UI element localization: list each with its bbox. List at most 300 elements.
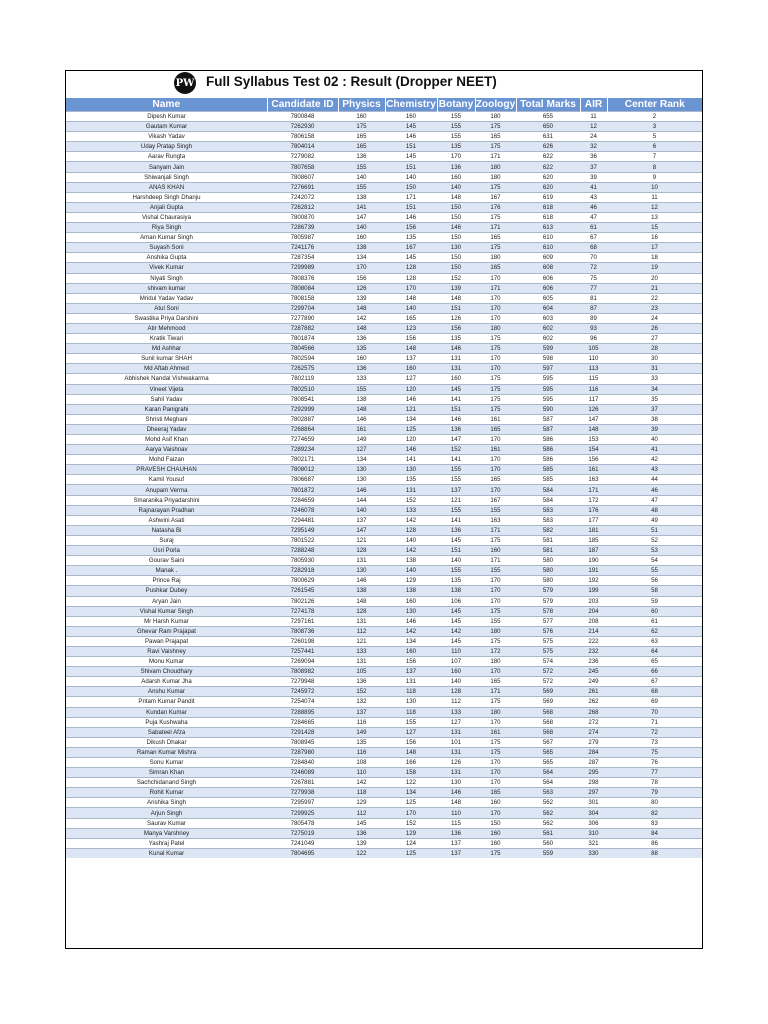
table-cell: 606 [516,273,580,283]
table-cell: 148 [437,293,475,303]
table-cell: Gourav Saini [66,556,267,566]
table-cell: 578 [516,606,580,616]
table-cell: 141 [437,455,475,465]
table-cell: 602 [516,334,580,344]
table-cell: 176 [475,202,516,212]
table-cell: 170 [475,485,516,495]
table-cell: 147 [338,525,385,535]
table-cell: 136 [338,334,385,344]
table-row [66,566,702,576]
table-cell: 105 [338,667,385,677]
table-cell: 154 [580,445,607,455]
table-cell: 41 [580,182,607,192]
table-cell: 274 [580,727,607,737]
table-cell: 131 [437,768,475,778]
table-cell: 595 [516,374,580,384]
table-cell: 160 [475,798,516,808]
table-row [66,747,702,757]
table-cell: 7241049 [267,838,338,848]
table-cell: 185 [580,535,607,545]
table-cell: 138 [338,192,385,202]
table-row [66,152,702,162]
table-cell: 167 [475,495,516,505]
table-cell: 137 [338,515,385,525]
table-cell: 151 [385,202,437,212]
table-cell: 165 [475,475,516,485]
table-cell: 60 [607,606,702,616]
table-cell: 584 [516,485,580,495]
table-cell: 170 [475,293,516,303]
table-cell: 24 [580,132,607,142]
table-cell: 170 [475,758,516,768]
table-cell: 69 [607,697,702,707]
table-cell: 569 [516,687,580,697]
table-cell: 145 [437,636,475,646]
table-cell: 126 [437,313,475,323]
results-table [66,98,702,858]
table-cell: 170 [475,354,516,364]
table-cell: 140 [437,677,475,687]
table-cell: shivam kumar [66,283,267,293]
table-row [66,586,702,596]
table-cell: 110 [437,646,475,656]
table-cell: 579 [516,586,580,596]
table-cell: 7246078 [267,505,338,515]
table-cell: 160 [385,646,437,656]
table-cell: 7262930 [267,122,338,132]
table-row [66,303,702,313]
table-cell: 148 [338,303,385,313]
table-row [66,687,702,697]
table-cell: 152 [437,273,475,283]
table-body [66,112,702,858]
table-cell: 7807658 [267,162,338,172]
table-cell: 12 [580,122,607,132]
table-cell: Rajnarayan Pradhan [66,505,267,515]
table-cell: 140 [338,223,385,233]
table-cell: 626 [516,142,580,152]
table-cell: 236 [580,657,607,667]
table-cell: 12 [607,202,702,212]
table-cell: Rohit Kumar [66,788,267,798]
table-cell: 7800629 [267,576,338,586]
table-cell: 130 [338,465,385,475]
table-cell: 631 [516,132,580,142]
table-cell: 190 [580,556,607,566]
table-cell: 145 [385,253,437,263]
table-cell: Md Aftab Ahmed [66,364,267,374]
table-cell: 134 [338,253,385,263]
table-row [66,233,702,243]
table-cell: 568 [516,717,580,727]
table-cell: Kamil Yousuf [66,475,267,485]
table-cell: 65 [607,657,702,667]
table-cell: Smaranika Priyadarshini [66,495,267,505]
table-cell: 106 [437,596,475,606]
table-cell: 47 [607,495,702,505]
table-row [66,667,702,677]
table-cell: 19 [607,263,702,273]
table-cell: 587 [516,424,580,434]
table-cell: Puja Kushwaha [66,717,267,727]
table-cell: 138 [385,556,437,566]
table-cell: 175 [475,848,516,858]
table-cell: Prince Raj [66,576,267,586]
table-cell: 127 [338,445,385,455]
table-cell: 40 [607,435,702,445]
table-row [66,404,702,414]
table-cell: 8 [607,162,702,172]
table-cell: 13 [607,212,702,222]
table-cell: 151 [437,404,475,414]
table-cell: 129 [385,828,437,838]
table-cell: 160 [385,364,437,374]
table-row [66,344,702,354]
table-cell: 128 [385,525,437,535]
table-cell: 618 [516,212,580,222]
table-cell: Vishal Chaurasiya [66,212,267,222]
table-cell: 146 [385,616,437,626]
table-cell: 145 [437,535,475,545]
table-cell: 127 [385,727,437,737]
table-cell: 88 [607,848,702,858]
table-cell: 127 [437,717,475,727]
table-cell: 11 [607,192,702,202]
table-cell: 118 [338,788,385,798]
table-cell: 170 [475,596,516,606]
table-row [66,556,702,566]
table-cell: Vineet Vijeta [66,384,267,394]
table-cell: 175 [475,636,516,646]
table-cell: 608 [516,263,580,273]
table-cell: 131 [338,556,385,566]
table-cell: 17 [607,243,702,253]
table-cell: 137 [385,354,437,364]
table-row [66,495,702,505]
table-cell: 7294481 [267,515,338,525]
table-cell: 618 [516,202,580,212]
table-row [66,798,702,808]
table-row [66,707,702,717]
table-cell: 27 [607,334,702,344]
table-cell: 137 [338,707,385,717]
table-cell: 191 [580,566,607,576]
table-cell: 165 [385,313,437,323]
table-cell: 148 [338,323,385,333]
table-cell: 279 [580,737,607,747]
table-cell: 7808982 [267,667,338,677]
table-cell: 142 [437,626,475,636]
table-cell: 135 [385,233,437,243]
table-row [66,808,702,818]
table-cell: 7801522 [267,535,338,545]
table-row [66,475,702,485]
table-cell: 7268864 [267,424,338,434]
table-cell: 84 [607,828,702,838]
table-cell: 310 [580,828,607,838]
table-cell: 7279948 [267,677,338,687]
table-cell: 140 [338,172,385,182]
table-cell: 135 [437,576,475,586]
table-cell: 139 [437,283,475,293]
table-cell: 126 [338,283,385,293]
table-cell: Sanyam Jain [66,162,267,172]
table-cell: 156 [385,737,437,747]
table-cell: 43 [607,465,702,475]
table-cell: 11 [580,112,607,122]
table-cell: 20 [607,273,702,283]
table-cell: Aarav Rungta [66,152,267,162]
table-cell: 590 [516,404,580,414]
table-cell: 137 [437,848,475,858]
table-cell: 77 [607,768,702,778]
table-cell: Pawan Prajapat [66,636,267,646]
table-cell: 156 [437,323,475,333]
table-cell: 140 [338,505,385,515]
table-cell: 155 [437,465,475,475]
table-cell: 7299989 [267,263,338,273]
table-cell: 597 [516,364,580,374]
table-row [66,758,702,768]
table-cell: 105 [580,344,607,354]
table-cell: Aryan Jain [66,596,267,606]
table-cell: 180 [475,323,516,333]
table-cell: 150 [385,182,437,192]
table-cell: Atul Soni [66,303,267,313]
table-cell: 44 [607,475,702,485]
table-cell: 138 [338,586,385,596]
table-cell: 171 [475,152,516,162]
table-cell: 70 [607,707,702,717]
table-cell: 7284665 [267,717,338,727]
table-cell: 249 [580,677,607,687]
table-cell: 165 [475,132,516,142]
table-cell: 115 [437,818,475,828]
table-cell: 79 [607,788,702,798]
table-cell: 171 [580,485,607,495]
table-cell: 148 [338,404,385,414]
table-cell: 170 [437,152,475,162]
table-cell: Pushkar Dubey [66,586,267,596]
table-cell: 64 [607,646,702,656]
table-cell: 126 [437,758,475,768]
table-cell: ANAS KHAN [66,182,267,192]
table-cell: 7800870 [267,212,338,222]
table-cell: 141 [437,515,475,525]
table-cell: 49 [607,515,702,525]
table-cell: 587 [516,414,580,424]
table-cell: 148 [385,747,437,757]
table-cell: 175 [475,344,516,354]
table-cell: 61 [607,616,702,626]
table-cell: 171 [475,556,516,566]
table-cell: Anshu Kumar [66,687,267,697]
table-cell: 152 [385,495,437,505]
table-cell: 83 [607,818,702,828]
table-cell: 170 [475,808,516,818]
table-cell: 155 [437,566,475,576]
table-cell: 171 [475,525,516,535]
table-cell: Vivek Kumar [66,263,267,273]
table-row [66,364,702,374]
table-cell: 131 [437,727,475,737]
table-cell: 133 [385,505,437,515]
table-cell: 132 [338,697,385,707]
table-cell: 575 [516,646,580,656]
table-cell: 170 [475,586,516,596]
table-cell: 572 [516,667,580,677]
table-cell: 46 [580,202,607,212]
table-cell: 298 [580,778,607,788]
table-cell: 136 [338,152,385,162]
table-cell: 153 [580,435,607,445]
table-row [66,697,702,707]
table-cell: 580 [516,566,580,576]
table-cell: 141 [338,202,385,212]
table-cell: 112 [437,697,475,707]
table-cell: Saurav Kumar [66,818,267,828]
table-cell: 7804014 [267,142,338,152]
table-cell: 306 [580,818,607,828]
table-cell: Anshika Singh [66,798,267,808]
table-cell: 146 [338,576,385,586]
table-cell: 7805930 [267,556,338,566]
table-cell: 146 [338,414,385,424]
table-cell: 37 [607,404,702,414]
table-cell: Dikush Dhakar [66,737,267,747]
column-header: AIR [580,98,607,112]
table-cell: 170 [475,455,516,465]
table-cell: Ashwini Asati [66,515,267,525]
table-cell: 175 [475,394,516,404]
table-cell: 7297161 [267,616,338,626]
table-cell: 9 [607,172,702,182]
table-cell: 149 [338,435,385,445]
table-cell: 71 [607,717,702,727]
table-cell: 147 [580,414,607,424]
table-cell: 567 [516,737,580,747]
table-row [66,546,702,556]
table-cell: 175 [475,374,516,384]
table-cell: 170 [475,778,516,788]
table-cell: 39 [580,172,607,182]
table-cell: 175 [475,535,516,545]
table-cell: 595 [516,394,580,404]
table-cell: 172 [580,495,607,505]
table-cell: 232 [580,646,607,656]
table-cell: Sonu Kumar [66,758,267,768]
table-cell: 133 [437,707,475,717]
table-cell: 7282918 [267,566,338,576]
table-cell: 7805987 [267,233,338,243]
table-cell: Vishal Kumar Singh [66,606,267,616]
table-row [66,253,702,263]
table-cell: 5 [607,132,702,142]
table-cell: 146 [437,414,475,424]
table-cell: 7241176 [267,243,338,253]
table-cell: Swastika Priya Darshini [66,313,267,323]
table-cell: 58 [607,586,702,596]
table-cell: 565 [516,758,580,768]
table-cell: 175 [475,697,516,707]
table-row [66,465,702,475]
table-cell: 128 [437,687,475,697]
table-cell: 7287980 [267,747,338,757]
table-cell: 170 [475,313,516,323]
table-cell: 156 [338,273,385,283]
table-cell: 7284659 [267,495,338,505]
table-cell: 7802594 [267,354,338,364]
table-cell: 7289234 [267,445,338,455]
table-cell: 208 [580,616,607,626]
table-cell: 610 [516,233,580,243]
table-cell: 6 [607,142,702,152]
table-cell: 562 [516,808,580,818]
table-cell: 7299925 [267,808,338,818]
table-cell: 175 [475,606,516,616]
table-cell: 142 [385,546,437,556]
table-cell: Riya Singh [66,223,267,233]
table-row [66,576,702,586]
table-cell: 619 [516,192,580,202]
table-cell: 586 [516,445,580,455]
table-cell: 123 [385,323,437,333]
column-header: Name [66,98,267,112]
table-cell: 129 [338,798,385,808]
table-cell: 161 [475,727,516,737]
table-cell: 33 [607,374,702,384]
table-cell: Simran Khan [66,768,267,778]
table-cell: 165 [475,424,516,434]
table-cell: 59 [607,596,702,606]
table-cell: 7802510 [267,384,338,394]
table-cell: 136 [338,677,385,687]
table-cell: 606 [516,283,580,293]
table-cell: 151 [385,162,437,172]
table-row [66,485,702,495]
column-header: Botany [438,99,474,110]
table-cell: 63 [607,636,702,646]
table-cell: 160 [338,112,385,122]
table-cell: 73 [607,737,702,747]
table-cell: 152 [338,687,385,697]
table-cell: 28 [607,344,702,354]
table-cell: Kratik Tiwari [66,334,267,344]
table-cell: 304 [580,808,607,818]
table-cell: 142 [385,515,437,525]
table-row [66,636,702,646]
table-cell: 180 [475,162,516,172]
table-cell: Shivam Choudhary [66,667,267,677]
table-cell: 47 [580,212,607,222]
table-cell: Ravi Vaishney [66,646,267,656]
table-cell: 150 [437,233,475,243]
table-cell: 181 [580,525,607,535]
table-cell: 166 [385,758,437,768]
table-cell: Kunal Kumar [66,848,267,858]
table-cell: 161 [580,465,607,475]
table-cell: 134 [338,455,385,465]
table-cell: 160 [475,546,516,556]
table-cell: 7260198 [267,636,338,646]
table-row [66,263,702,273]
table-row [66,788,702,798]
table-cell: 68 [607,687,702,697]
table-cell: 7 [607,152,702,162]
table-cell: 140 [385,303,437,313]
table-cell: 7274659 [267,435,338,445]
table-cell: 52 [607,535,702,545]
